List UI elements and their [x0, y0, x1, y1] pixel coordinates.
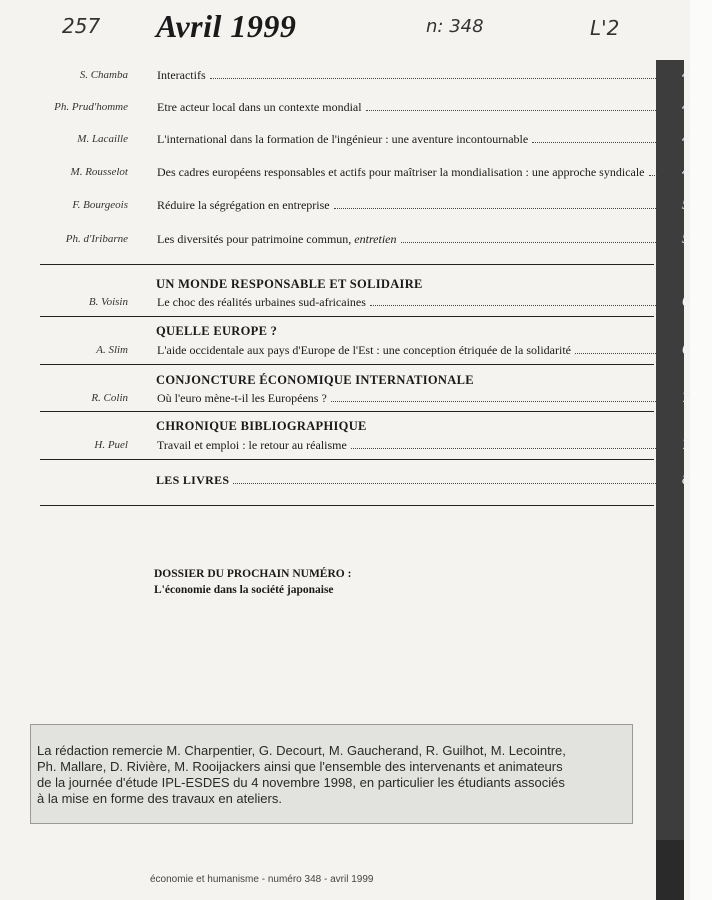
entry-author: A. Slim [96, 344, 128, 356]
acknowledgements-line: de la journée d'étude IPL-ESDES du 4 novembre 1998, en particulier les étudiants associés [37, 775, 565, 790]
entry-title: Où l'euro mène-t-il les Européens ? [157, 391, 327, 405]
entry-author: F. Bourgeois [72, 199, 128, 211]
toc-entry [0, 230, 690, 248]
acknowledgements-line: La rédaction remercie M. Charpentier, G. Decourt, M. Gaucherand, R. Guilhot, M. Lecointre, [37, 743, 566, 758]
section-rule [40, 505, 654, 506]
page-number: 6 [682, 293, 690, 310]
section-rule [40, 364, 654, 365]
toc-entry [0, 196, 690, 214]
toc-entry [0, 341, 690, 359]
entry-author: M. Rousselot [70, 166, 128, 178]
handwritten-issue-number: n: 348 [426, 16, 484, 37]
leader-dots [575, 353, 656, 354]
page-number: 6 [682, 341, 690, 358]
next-issue-label: DOSSIER DU PROCHAIN NUMÉRO : [154, 568, 352, 580]
page-number: 4 [682, 98, 690, 115]
toc-entry [0, 293, 690, 311]
entry-title: Interactifs [157, 68, 206, 82]
leader-dots [233, 483, 656, 484]
entry-author: Ph. d'Iribarne [65, 233, 128, 245]
entry-author: B. Voisin [88, 296, 128, 308]
leader-dots [351, 448, 656, 449]
page-edge [690, 0, 712, 900]
page-number-strip-bottom [656, 840, 684, 900]
page-number: 4 [682, 163, 690, 180]
entry-title: Des cadres européens responsables et actifs pour maîtriser la mondialisation : une approche syndicale [157, 165, 645, 179]
page-number: 4 [682, 130, 690, 147]
entry-title: Travail et emploi : le retour au réalisme [157, 438, 347, 452]
leader-dots [532, 142, 656, 143]
acknowledgements-line: Ph. Mallare, D. Rivière, M. Rooijackers ainsi que l'ensemble des intervenants et animateurs [37, 759, 563, 774]
entry-author: Ph. Prud'homme [54, 101, 128, 113]
leader-dots [366, 110, 656, 111]
handwritten-note-right: L'2 [590, 16, 620, 40]
acknowledgements-line: à la mise en forme des travaux en ateliers. [37, 791, 282, 806]
leader-dots [210, 78, 656, 79]
toc-entry [0, 389, 690, 407]
toc-entry [0, 436, 690, 454]
entry-title: Réduire la ségrégation en entreprise [157, 198, 330, 212]
acknowledgements-box [30, 724, 633, 824]
toc-entry [0, 471, 690, 489]
toc-entry [0, 98, 690, 116]
next-issue-subject: L'économie dans la société japonaise [154, 584, 334, 596]
section-heading: QUELLE EUROPE ? [156, 324, 278, 338]
page-number: 7 [682, 389, 690, 406]
section-heading: CONJONCTURE ÉCONOMIQUE INTERNATIONALE [156, 373, 474, 387]
page-footer: économie et humanisme - numéro 348 - avril 1999 [150, 874, 374, 885]
leader-dots [334, 208, 656, 209]
entry-title: Etre acteur local dans un contexte mondial [157, 100, 362, 114]
entry-author: S. Chamba [79, 69, 128, 81]
leader-dots [370, 305, 656, 306]
section-rule [40, 459, 654, 460]
handwritten-note-left: 257 [62, 14, 101, 38]
section-heading: UN MONDE RESPONSABLE ET SOLIDAIRE [156, 277, 423, 291]
entry-author: H. Puel [94, 439, 128, 451]
section-heading: LES LIVRES [156, 473, 230, 487]
leader-dots [649, 175, 659, 176]
entry-title: Le choc des réalités urbaines sud-africaines [157, 295, 366, 309]
page-number: 5 [682, 196, 690, 213]
entry-author: M. Lacaille [77, 133, 128, 145]
leader-dots [331, 401, 656, 402]
section-rule [40, 264, 654, 265]
entry-author: R. Colin [91, 392, 128, 404]
leader-dots [401, 242, 656, 243]
page-number: 8 [682, 471, 690, 488]
entry-title-italic: entretien [354, 232, 397, 246]
section-rule [40, 411, 654, 412]
entry-title: L'aide occidentale aux pays d'Europe de l'Est : une conception étriquée de la solidarité [157, 343, 571, 357]
section-heading: CHRONIQUE BIBLIOGRAPHIQUE [156, 419, 367, 433]
entry-title: L'international dans la formation de l'ingénieur : une aventure incontournable [157, 132, 529, 146]
toc-entry [0, 66, 690, 84]
toc-entry [0, 130, 690, 148]
page-number: 4 [682, 66, 690, 83]
page-number: 7 [682, 436, 690, 453]
page-title: Avril 1999 [156, 8, 297, 44]
section-rule [40, 316, 654, 317]
page-number: 5 [682, 230, 690, 247]
entry-title: Les diversités pour patrimoine commun, entretien [157, 232, 397, 246]
toc-entry [0, 163, 690, 181]
